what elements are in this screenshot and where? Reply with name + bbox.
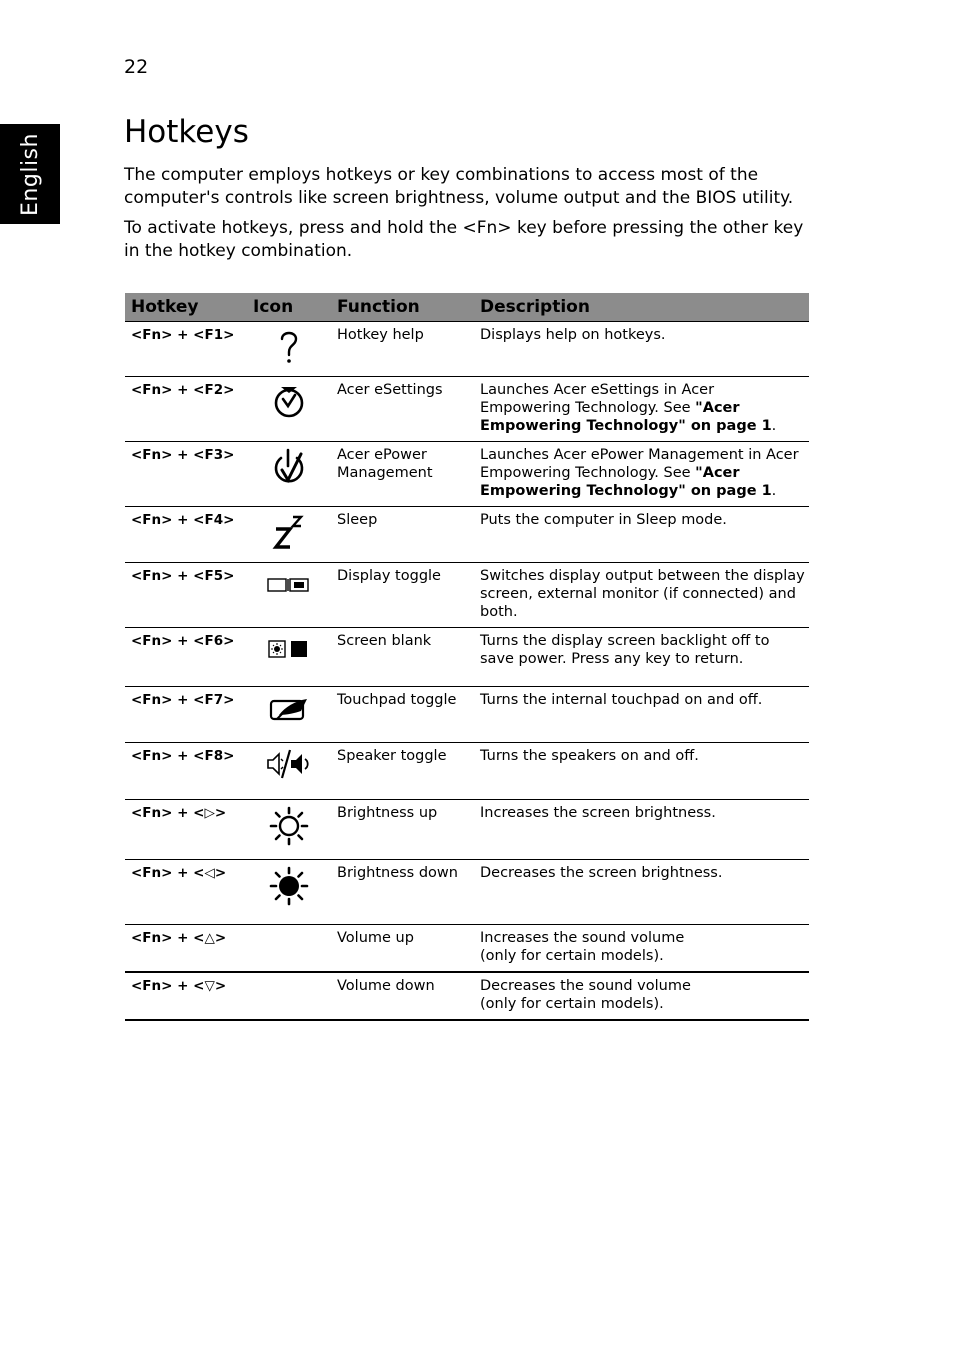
description-text: Decreases the screen brightness.: [480, 865, 723, 881]
function-cell: Volume down: [331, 972, 474, 1020]
icon-cell: [247, 628, 331, 687]
description-cell: [474, 800, 809, 860]
language-tab: [0, 124, 60, 224]
hotkey-cell: <Fn> + <F7>: [125, 687, 247, 743]
sleep-icon: [271, 511, 307, 551]
page-title: Hotkeys: [124, 114, 249, 150]
description-end: .: [771, 418, 777, 434]
description-text: Turns the internal touchpad on and off.: [480, 692, 763, 708]
activate-suffix: key before pressing the other key in the hotkey combination.: [124, 218, 804, 261]
description-cell: [474, 628, 809, 687]
description-cell: [474, 563, 809, 628]
description-cell: [474, 687, 809, 743]
icon-cell: [247, 972, 331, 1020]
activate-paragraph: [124, 217, 814, 263]
page-reference: "Acer Empowering Technology" on page 1: [480, 400, 772, 434]
table-row: [125, 860, 809, 925]
icon-cell: [247, 507, 331, 563]
description-note: (only for certain models).: [480, 996, 664, 1012]
function-cell: Acer eSettings: [331, 377, 474, 442]
function-cell: Brightness down: [331, 860, 474, 925]
table-header-row: [125, 293, 809, 322]
description-cell: [474, 322, 809, 377]
description-text: Turns the display screen backlight off to save power. Press any key to return.: [480, 633, 770, 667]
icon-cell: [247, 743, 331, 800]
icon-cell: [247, 377, 331, 442]
description-text: Switches display output between the display screen, external monitor (if connected) and both.: [480, 568, 805, 620]
table-row: [125, 743, 809, 800]
question-mark-icon: [274, 326, 304, 366]
esettings-icon: [271, 381, 307, 421]
touchpad-icon: [265, 691, 313, 725]
description-cell: [474, 972, 809, 1020]
icon-cell: [247, 925, 331, 973]
description-text: Launches Acer eSettings in Acer Empowering Technology. See: [480, 382, 715, 416]
function-cell: Screen blank: [331, 628, 474, 687]
table-row: [125, 563, 809, 628]
brightness-up-icon: [267, 804, 311, 848]
description-cell: [474, 860, 809, 925]
hotkey-cell: <Fn> + <F1>: [125, 322, 247, 377]
epower-icon: [271, 446, 307, 492]
display-toggle-icon: [265, 567, 313, 599]
hotkey-cell: <Fn> + <F4>: [125, 507, 247, 563]
hotkeys-table: [125, 293, 809, 1021]
description-cell: [474, 925, 809, 973]
hotkey-cell: <Fn> + <F3>: [125, 442, 247, 507]
description-cell: [474, 743, 809, 800]
icon-cell: [247, 442, 331, 507]
header-function: Function: [331, 293, 474, 322]
description-text: Puts the computer in Sleep mode.: [480, 512, 727, 528]
description-text: Increases the sound volume: [480, 930, 685, 946]
table-row: [125, 507, 809, 563]
function-cell: Brightness up: [331, 800, 474, 860]
function-cell: Acer ePower Management: [331, 442, 474, 507]
icon-cell: [247, 687, 331, 743]
function-cell: Display toggle: [331, 563, 474, 628]
function-cell: Speaker toggle: [331, 743, 474, 800]
function-cell: Sleep: [331, 507, 474, 563]
description-text: Turns the speakers on and off.: [480, 748, 699, 764]
description-cell: [474, 442, 809, 507]
brightness-down-icon: [267, 864, 311, 908]
description-text: Increases the screen brightness.: [480, 805, 716, 821]
screen-blank-icon: [265, 632, 313, 666]
speaker-toggle-icon: [265, 747, 313, 781]
hotkey-cell: <Fn> + <◁>: [125, 860, 247, 925]
header-hotkey: Hotkey: [125, 293, 247, 322]
function-cell: Touchpad toggle: [331, 687, 474, 743]
icon-cell: [247, 860, 331, 925]
function-cell: Volume up: [331, 925, 474, 973]
hotkey-cell: <Fn> + <F8>: [125, 743, 247, 800]
table-row: [125, 972, 809, 1020]
icon-cell: [247, 322, 331, 377]
table-row: [125, 442, 809, 507]
description-text: Displays help on hotkeys.: [480, 327, 666, 343]
table-row: [125, 377, 809, 442]
fn-key: <Fn>: [462, 218, 512, 238]
language-tab-label: English: [17, 132, 43, 216]
description-end: .: [771, 483, 777, 499]
table-row: [125, 800, 809, 860]
description-cell: [474, 507, 809, 563]
hotkey-cell: <Fn> + <△>: [125, 925, 247, 973]
description-cell: [474, 377, 809, 442]
header-description: Description: [474, 293, 809, 322]
hotkey-cell: <Fn> + <▽>: [125, 972, 247, 1020]
table-row: [125, 322, 809, 377]
hotkey-cell: <Fn> + <F5>: [125, 563, 247, 628]
function-cell: Hotkey help: [331, 322, 474, 377]
icon-cell: [247, 800, 331, 860]
table-row: [125, 925, 809, 973]
activate-prefix: To activate hotkeys, press and hold the: [124, 218, 463, 238]
table-row: [125, 687, 809, 743]
hotkey-cell: <Fn> + <F6>: [125, 628, 247, 687]
hotkey-cell: <Fn> + <▷>: [125, 800, 247, 860]
description-note: (only for certain models).: [480, 948, 664, 964]
table-row: [125, 628, 809, 687]
header-icon: Icon: [247, 293, 331, 322]
icon-cell: [247, 563, 331, 628]
page-reference: "Acer Empowering Technology" on page 1: [480, 465, 772, 499]
page-number: 22: [124, 56, 149, 78]
hotkey-cell: <Fn> + <F2>: [125, 377, 247, 442]
description-text: Launches Acer ePower Management in Acer Empowering Technology. See: [480, 447, 799, 481]
description-text: Decreases the sound volume: [480, 978, 691, 994]
intro-paragraph: The computer employs hotkeys or key combinations to access most of the computer's controls like screen brightness, volume output and the BIOS utility.: [124, 165, 794, 208]
